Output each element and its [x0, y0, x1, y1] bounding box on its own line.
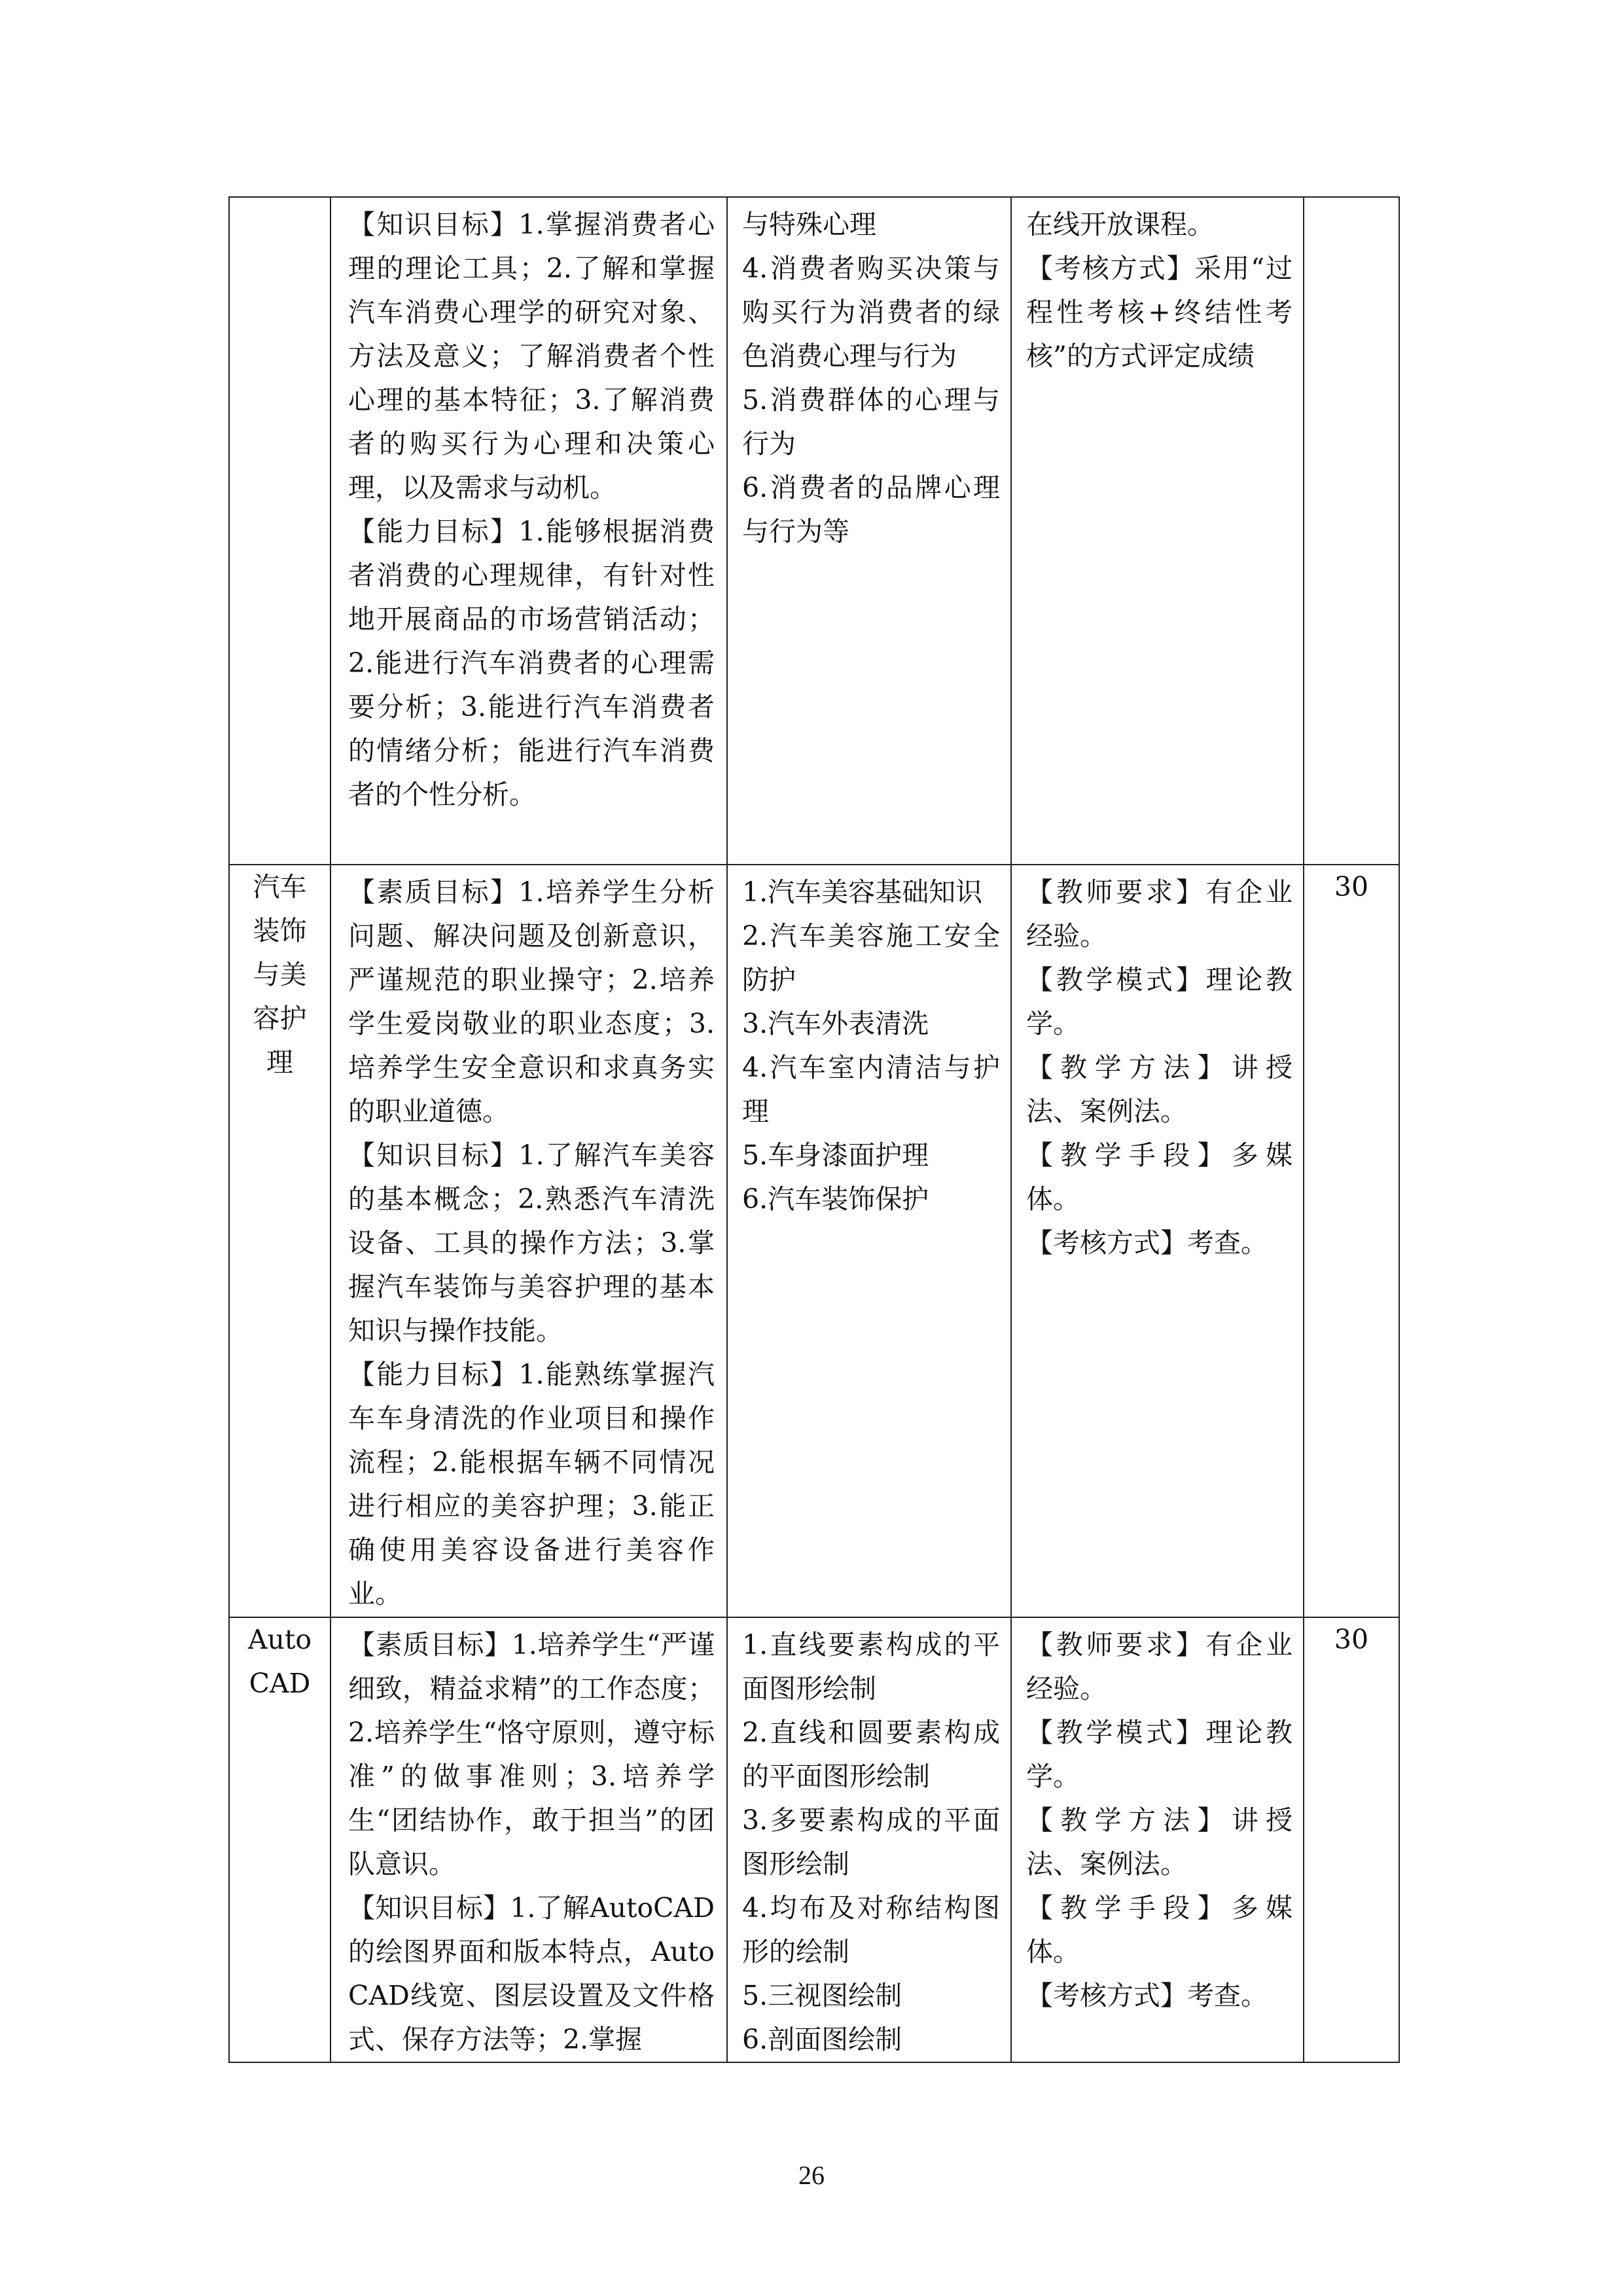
table-row: [229, 865, 1399, 1617]
course-objectives: 【素质目标】1.培养学生分析问题、解决问题及创新意识，严谨规范的职业操守；2.培养学生爱岗敬业的职业态度；3.培养学生安全意识和求真务实的职业道德。 【知识目标】1.了解汽车美容的基本概念；2.熟悉汽车清洗设备、工具的操作方法；3.掌握汽车装饰与美容护理的基本知识与操作技能。 【能力目标】1.能熟练掌握汽车车身清洗的作业项目和操作流程；2.能根据车辆不同情况进行相应的美容护理；3.能正确使用美容设备进行美容作业。: [348, 876, 715, 1609]
requirements-cell: [1011, 865, 1304, 1617]
objectives-cell: [330, 865, 727, 1617]
course-objectives: 【素质目标】1.培养学生“严谨细致，精益求精”的工作态度； 2.培养学生“恪守原则，遵守标准”的做事准则；3.培养学生“团结协作，敢于担当”的团队意识。 【知识目标】1.了解AutoCAD的绘图界面和版本特点，AutoCAD线宽、图层设置及文件格式、保存方法等；2.掌握: [348, 1629, 715, 2055]
course-name: Auto CAD: [247, 1624, 312, 1699]
objectives-cell: [330, 197, 727, 865]
objectives-cell: [330, 1617, 727, 2062]
course-name-cell: [229, 865, 330, 1617]
page-number: 26: [798, 2161, 825, 2190]
course-name-cell: [229, 197, 330, 865]
course-table: [228, 196, 1400, 2063]
teaching-requirements: 【教师要求】有企业经验。 【教学模式】理论教学。 【教学方法】讲授法、案例法。 【教学手段】多媒体。 【考核方式】考查。: [1026, 876, 1293, 1259]
course-objectives: 【知识目标】1.掌握消费者心理的理论工具；2.了解和掌握汽车消费心理学的研究对象、方法及意义；了解消费者个性心理的基本特征；3.了解消费者的购买行为心理和决策心理，以及需求与动机。 【能力目标】1.能够根据消费者消费的心理规律，有针对性地开展商品的市场营销活动；2.能进行汽车消费者的心理需要分析；3.能进行汽车消费者的情绪分析；能进行汽车消费者的个性分析。: [348, 209, 715, 810]
course-hours: 30: [1334, 1624, 1369, 1655]
course-content: 1.直线要素构成的平面图形绘制 2.直线和圆要素构成的平面图形绘制 3.多要素构成的平面图形绘制 4.均布及对称结构图形的绘制 5.三视图绘制 6.剖面图绘制: [742, 1629, 1000, 2055]
hours-cell: [1304, 1617, 1399, 2062]
content-cell: [727, 865, 1011, 1617]
teaching-requirements: 在线开放课程。 【考核方式】采用“过程性考核+终结性考核”的方式评定成绩: [1026, 209, 1293, 372]
course-hours: 30: [1334, 871, 1369, 903]
course-content: 与特殊心理 4.消费者购买决策与购买行为消费者的绿色消费心理与行为 5.消费群体的心理与行为 6.消费者的品牌心理与行为等: [742, 209, 1000, 547]
course-name-cell: [229, 1617, 330, 2062]
requirements-cell: [1011, 1617, 1304, 2062]
hours-cell: [1304, 197, 1399, 865]
teaching-requirements: 【教师要求】有企业经验。 【教学模式】理论教学。 【教学方法】讲授法、案例法。 【教学手段】多媒体。 【考核方式】考查。: [1026, 1629, 1293, 2011]
course-name: 汽车 装饰 与美 容护 理: [253, 871, 307, 1078]
content-cell: [727, 1617, 1011, 2062]
table-row: [229, 1617, 1399, 2062]
course-content: 1.汽车美容基础知识 2.汽车美容施工安全防护 3.汽车外表清洗 4.汽车室内清洁与护理 5.车身漆面护理 6.汽车装饰保护: [742, 876, 1000, 1215]
hours-cell: [1304, 865, 1399, 1617]
content-cell: [727, 197, 1011, 865]
table-row: [229, 197, 1399, 865]
requirements-cell: [1011, 197, 1304, 865]
